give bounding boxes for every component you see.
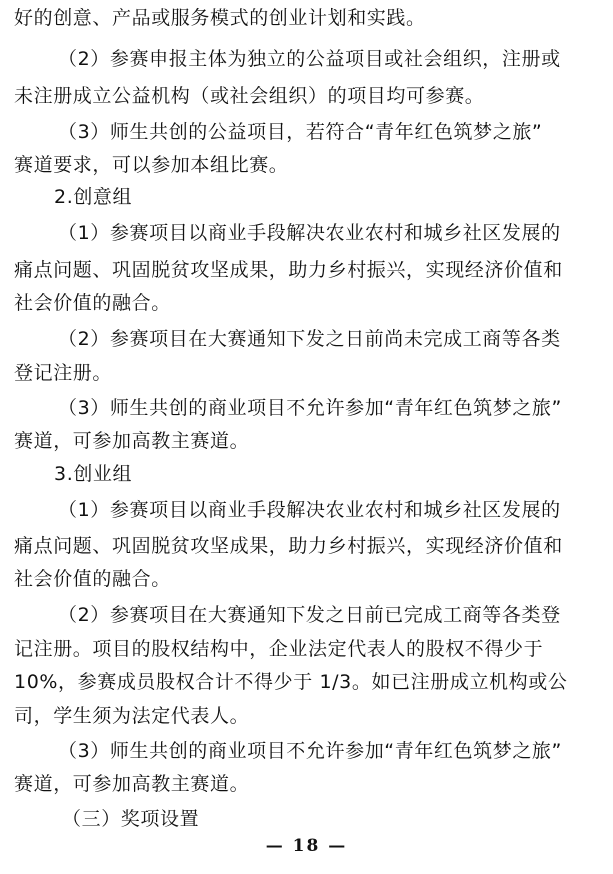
page-number: — 18 — — [265, 836, 348, 856]
text-line: 记注册。项目的股权结构中，企业法定代表人的股权不得少于 — [14, 638, 544, 660]
text-line: 好的创意、产品或服务模式的创业计划和实践。 — [14, 7, 426, 29]
text-line: 赛道，可参加高教主赛道。 — [14, 773, 250, 795]
text-line: 社会价值的融合。 — [14, 568, 171, 590]
section-heading: 2.创意组 — [54, 186, 133, 208]
text-line: 痛点问题、巩固脱贫攻坚成果，助力乡村振兴，实现经济价值和 — [14, 535, 563, 557]
text-line: （1）参赛项目以商业手段解决农业农村和城乡社区发展的 — [58, 222, 561, 244]
text-line: （3）师生共创的公益项目，若符合“青年红色筑梦之旅” — [58, 121, 543, 143]
text-line: 社会价值的融合。 — [14, 292, 171, 314]
text-line: （1）参赛项目以商业手段解决农业农村和城乡社区发展的 — [58, 499, 561, 521]
text-line: 登记注册。 — [14, 362, 113, 384]
text-line: 赛道，可参加高教主赛道。 — [14, 430, 250, 452]
text-line: 赛道要求，可以参加本组比赛。 — [14, 154, 289, 176]
text-line: 司，学生须为法定代表人。 — [14, 705, 250, 727]
text-line: （3）师生共创的商业项目不允许参加“青年红色筑梦之旅” — [58, 397, 562, 419]
text-line: 痛点问题、巩固脱贫攻坚成果，助力乡村振兴，实现经济价值和 — [14, 259, 563, 281]
text-line: （2）参赛项目在大赛通知下发之日前尚未完成工商等各类 — [58, 328, 561, 350]
section-heading: （三）奖项设置 — [62, 808, 200, 830]
text-line: （2）参赛申报主体为独立的公益项目或社会组织，注册或 — [58, 48, 561, 70]
text-line: 未注册成立公益机构（或社会组织）的项目均可参赛。 — [14, 85, 485, 107]
section-heading: 3.创业组 — [54, 463, 133, 485]
text-line: （2）参赛项目在大赛通知下发之日前已完成工商等各类登 — [58, 604, 561, 626]
text-line: 10%，参赛成员股权合计不得少于 1/3。如已注册成立机构或公 — [14, 671, 568, 693]
text-line: （3）师生共创的商业项目不允许参加“青年红色筑梦之旅” — [58, 740, 562, 762]
